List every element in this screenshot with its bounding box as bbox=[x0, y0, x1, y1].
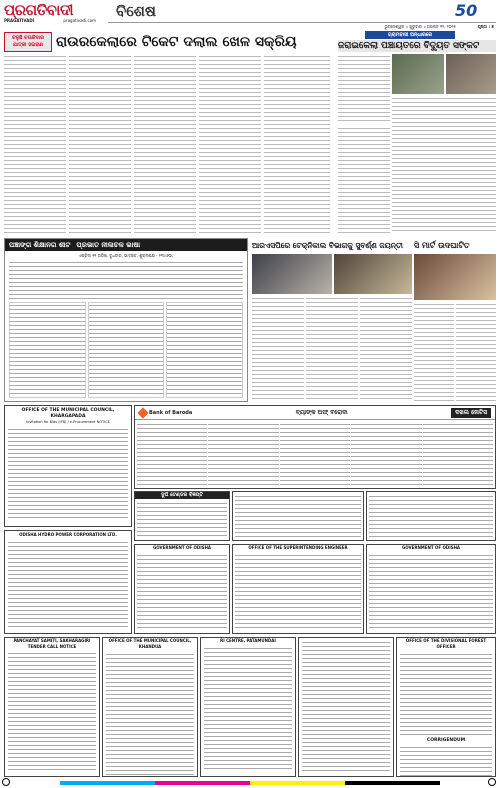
story3-column-2 bbox=[456, 302, 496, 402]
side-photo-2 bbox=[446, 54, 496, 94]
ri-title: RI CENTRE, PATAMUNDAI bbox=[220, 638, 276, 643]
bank-table bbox=[135, 420, 495, 488]
lead-headline: ରାଉରକେଲାରେ ଟିକେଟ ଦଲାଲ ଖେଳ ସକ୍ରିୟ bbox=[56, 34, 297, 50]
southern-title: OFFICE OF THE SUPERINTENDING ENGINEER bbox=[248, 545, 348, 550]
side-headline: ଜରାଇକେଲା ପଞ୍ଚାୟତରେ ବିଦ୍ୟୁତ ସଙ୍କଟ bbox=[338, 40, 496, 52]
municipal1-title: OFFICE OF THE MUNICIPAL COUNCIL, KHARGAPADA bbox=[21, 408, 115, 419]
story2-column-1 bbox=[252, 296, 304, 402]
panchang-box bbox=[4, 238, 248, 402]
municipal1-subtitle: Invitation for Bids (IFB) / e-Procurement NOTICE bbox=[26, 420, 110, 424]
side-column-2 bbox=[392, 96, 496, 234]
story3-column-1 bbox=[414, 302, 454, 402]
khandua-title: OFFICE OF THE MUNICIPAL COUNCIL, KHANDUA bbox=[108, 638, 192, 649]
panchang-subtitle: ପ୍ରଭାତ ନୀଳାଚଳ ଭାଷା bbox=[76, 240, 141, 249]
story2-photo-2 bbox=[334, 254, 412, 294]
story2-photo-1 bbox=[252, 254, 332, 294]
forest-officer-notice bbox=[396, 637, 496, 777]
bank-logo bbox=[139, 409, 192, 417]
govt-project-title: GOVERNMENT OF ODISHA bbox=[401, 545, 461, 550]
govt-project-notice bbox=[366, 544, 496, 634]
municipal-khargapada-notice bbox=[4, 405, 132, 527]
panchang-title: ପଞ୍ଚାଙ୍ଗ ଶିକ୍ଷାନଗ ଶୀଟ bbox=[9, 240, 71, 249]
bank-name-en: Bank of Baroda bbox=[149, 409, 193, 416]
lead-column-4 bbox=[199, 54, 261, 234]
story3-photo bbox=[414, 254, 496, 300]
anniversary-number: 50 bbox=[455, 1, 478, 20]
southern-notice bbox=[134, 544, 230, 634]
tender-box-title: ଦୁର୍ଘ ଟେଣ୍ଡର ବିଜ୍ଞପ୍ତି bbox=[135, 492, 229, 499]
tender-notice-box bbox=[134, 491, 230, 541]
color-bar bbox=[60, 781, 440, 785]
registration-mark-left bbox=[2, 778, 10, 786]
bank-logo-icon bbox=[137, 407, 148, 418]
panchang-date: ଏପ୍ରିଲ ୧୧ ତାରିଖ, ବୁଧବାର, ଭାଦ୍ରବ, ଶୁକ୍ଲପକ୍ଷ - ୧୩୯୬୦୯ bbox=[78, 253, 174, 258]
corrigendum-title: CORRIGENDUM bbox=[426, 738, 466, 743]
hydro-power-notice bbox=[4, 530, 132, 634]
logo-subtitle: PRAGATIVADI bbox=[4, 18, 35, 23]
logo-text: ପ୍ରଗତିବାଦୀ bbox=[4, 1, 74, 19]
lead-column-3 bbox=[134, 54, 196, 234]
odia-notice-table bbox=[298, 637, 394, 777]
forest-title: OFFICE OF THE DIVISIONAL FOREST OFFICER bbox=[405, 638, 487, 649]
side-kicker: ଗ୍ରାମବାସୀ ଅନ୍ଧାରରେ bbox=[365, 31, 455, 39]
panchang-title-bar bbox=[5, 239, 247, 251]
govt-odisha-title: GOVERNMENT OF ODISHA bbox=[152, 545, 212, 550]
panchayat-title: PANCHAYAT SAMITI, SAKHARAGIRI bbox=[13, 638, 91, 643]
panchang-body bbox=[9, 260, 243, 300]
lead-kicker: ଚଳୁଛି ଚଉକିଦାର ଯାତ୍ରୀ ହଇରାଣ bbox=[12, 35, 44, 48]
notice-right-top bbox=[366, 491, 496, 541]
hydro-title: ODISHA HYDRO POWER CORPORATION LTD. bbox=[19, 532, 117, 537]
panchayat-subtitle: TENDER CALL NOTICE bbox=[27, 644, 77, 649]
section-title: ବିଶେଷ bbox=[116, 2, 156, 20]
story2-headline: ଆରଏସପିରେ ଟେକ୍ନିକାଲ ବିଭାଗକୁ ସୁବର୍ଣ୍ଣ ଜୟନ୍ତୀ bbox=[252, 241, 403, 250]
date-line: ଭୁବନେଶ୍ୱର ॥ ଗୁରୁବାର ॥ ଅଗଷ୍ଟ ୧୨, ୨୦୨୫ bbox=[384, 24, 456, 29]
date-bar bbox=[108, 22, 496, 29]
panchang-grid bbox=[9, 302, 243, 398]
bank-notice bbox=[134, 405, 496, 489]
lead-column-2 bbox=[69, 54, 131, 234]
registration-mark-right bbox=[488, 778, 496, 786]
bank-notice-title: ଦଖଲ ନୋଟିସ bbox=[451, 408, 491, 418]
superintending-engineer-notice bbox=[232, 544, 364, 634]
side-photo-1 bbox=[392, 54, 444, 94]
bank-name: ବ୍ୟାଙ୍କ ଅଫ୍ ବରୋଦା bbox=[295, 408, 348, 416]
lead-column-1 bbox=[4, 54, 66, 234]
story3-headline: ସି ମାର୍ଟ ଉଦଘାଟିତ bbox=[414, 241, 470, 250]
side-column-3 bbox=[338, 126, 390, 234]
website: pragativadi.com bbox=[63, 18, 96, 23]
lead-kicker-box bbox=[4, 32, 52, 52]
notice-table-middle bbox=[232, 491, 364, 541]
story2-column-3 bbox=[360, 296, 412, 402]
page-number: ପୃଷ୍ଠା : ୭ bbox=[477, 24, 494, 29]
masthead bbox=[0, 0, 500, 30]
khandua-notice bbox=[102, 637, 198, 777]
logo bbox=[4, 2, 104, 28]
anniversary-logo bbox=[455, 1, 495, 23]
lead-column-5 bbox=[264, 54, 330, 234]
ri-centre-notice bbox=[200, 637, 296, 777]
section-banner bbox=[108, 2, 408, 22]
story2-column-2 bbox=[306, 296, 358, 402]
bank-header bbox=[135, 406, 495, 420]
panchayat-notice bbox=[4, 637, 100, 777]
side-column-1 bbox=[338, 54, 390, 124]
